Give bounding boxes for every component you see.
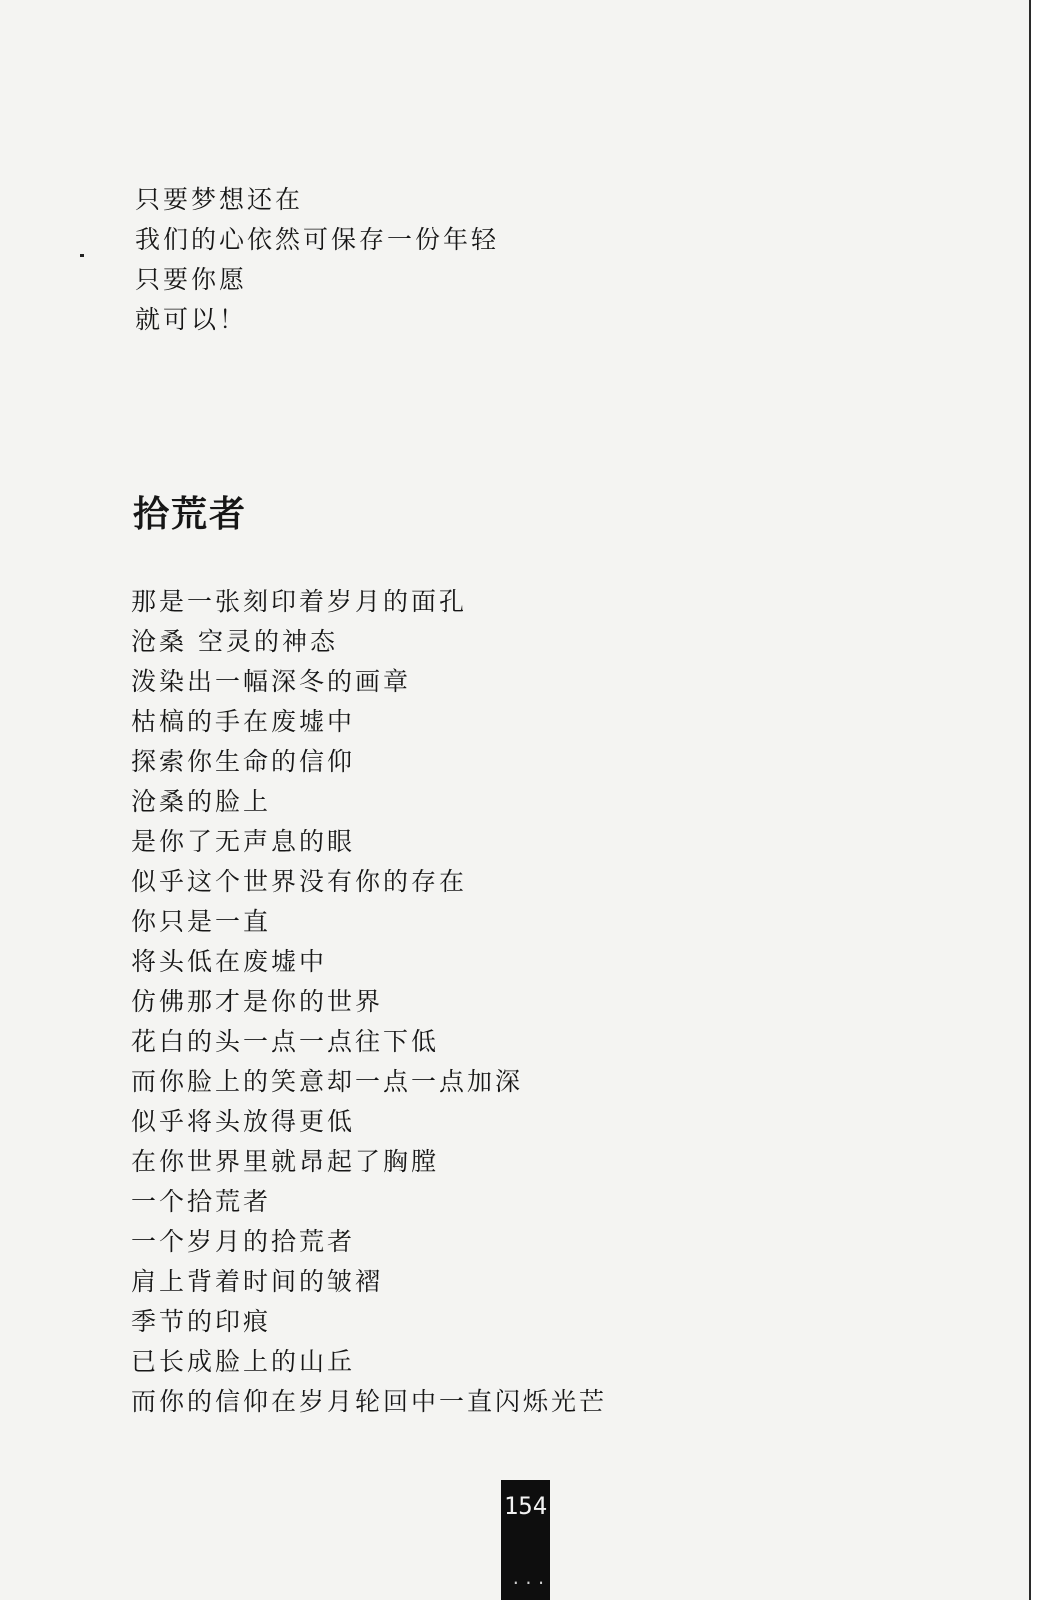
poem-line: 肩上背着时间的皱褶 [131, 1267, 384, 1296]
stanza-line: 只要你愿 [135, 265, 248, 294]
scan-speck [80, 254, 84, 257]
poem-line: 沧桑 空灵的神态 [131, 627, 338, 656]
poem-line: 而你的信仰在岁月轮回中一直闪烁光芒 [131, 1387, 608, 1416]
stanza-line: 只要梦想还在 [135, 185, 304, 214]
poem-line: 一个岁月的拾荒者 [131, 1227, 356, 1256]
poem-line: 将头低在废墟中 [131, 947, 328, 976]
page-edge [1029, 0, 1061, 1600]
poem-line: 似乎这个世界没有你的存在 [131, 867, 468, 896]
poem-line: 你只是一直 [131, 907, 272, 936]
top-stanza [135, 180, 499, 340]
poem-line: 似乎将头放得更低 [131, 1107, 356, 1136]
stanza-line: 我们的心依然可保存一份年轻 [135, 225, 500, 254]
poem-line: 花白的头一点一点往下低 [131, 1027, 440, 1056]
poem-line: 仿佛那才是你的世界 [131, 987, 384, 1016]
page-number-dots: ... [511, 1569, 549, 1588]
poem-line: 季节的印痕 [131, 1307, 272, 1336]
poem-line: 枯槁的手在废墟中 [131, 707, 356, 736]
poem-line: 沧桑的脸上 [131, 787, 272, 816]
poem-line: 是你了无声息的眼 [131, 827, 356, 856]
poem-line: 在你世界里就昂起了胸膛 [131, 1147, 440, 1176]
poem-line: 已长成脸上的山丘 [131, 1347, 356, 1376]
poem-line: 泼染出一幅深冬的画章 [131, 667, 412, 696]
page-number: 154 [503, 1492, 548, 1520]
poem-title: 拾荒者 [133, 494, 248, 535]
poem-line: 那是一张刻印着岁月的面孔 [131, 587, 468, 616]
poem-line: 而你脸上的笑意却一点一点加深 [131, 1067, 524, 1096]
poem-body [131, 582, 607, 1422]
poem-line: 一个拾荒者 [131, 1187, 272, 1216]
poem-line: 探索你生命的信仰 [131, 747, 356, 776]
stanza-line: 就可以！ [135, 305, 248, 334]
